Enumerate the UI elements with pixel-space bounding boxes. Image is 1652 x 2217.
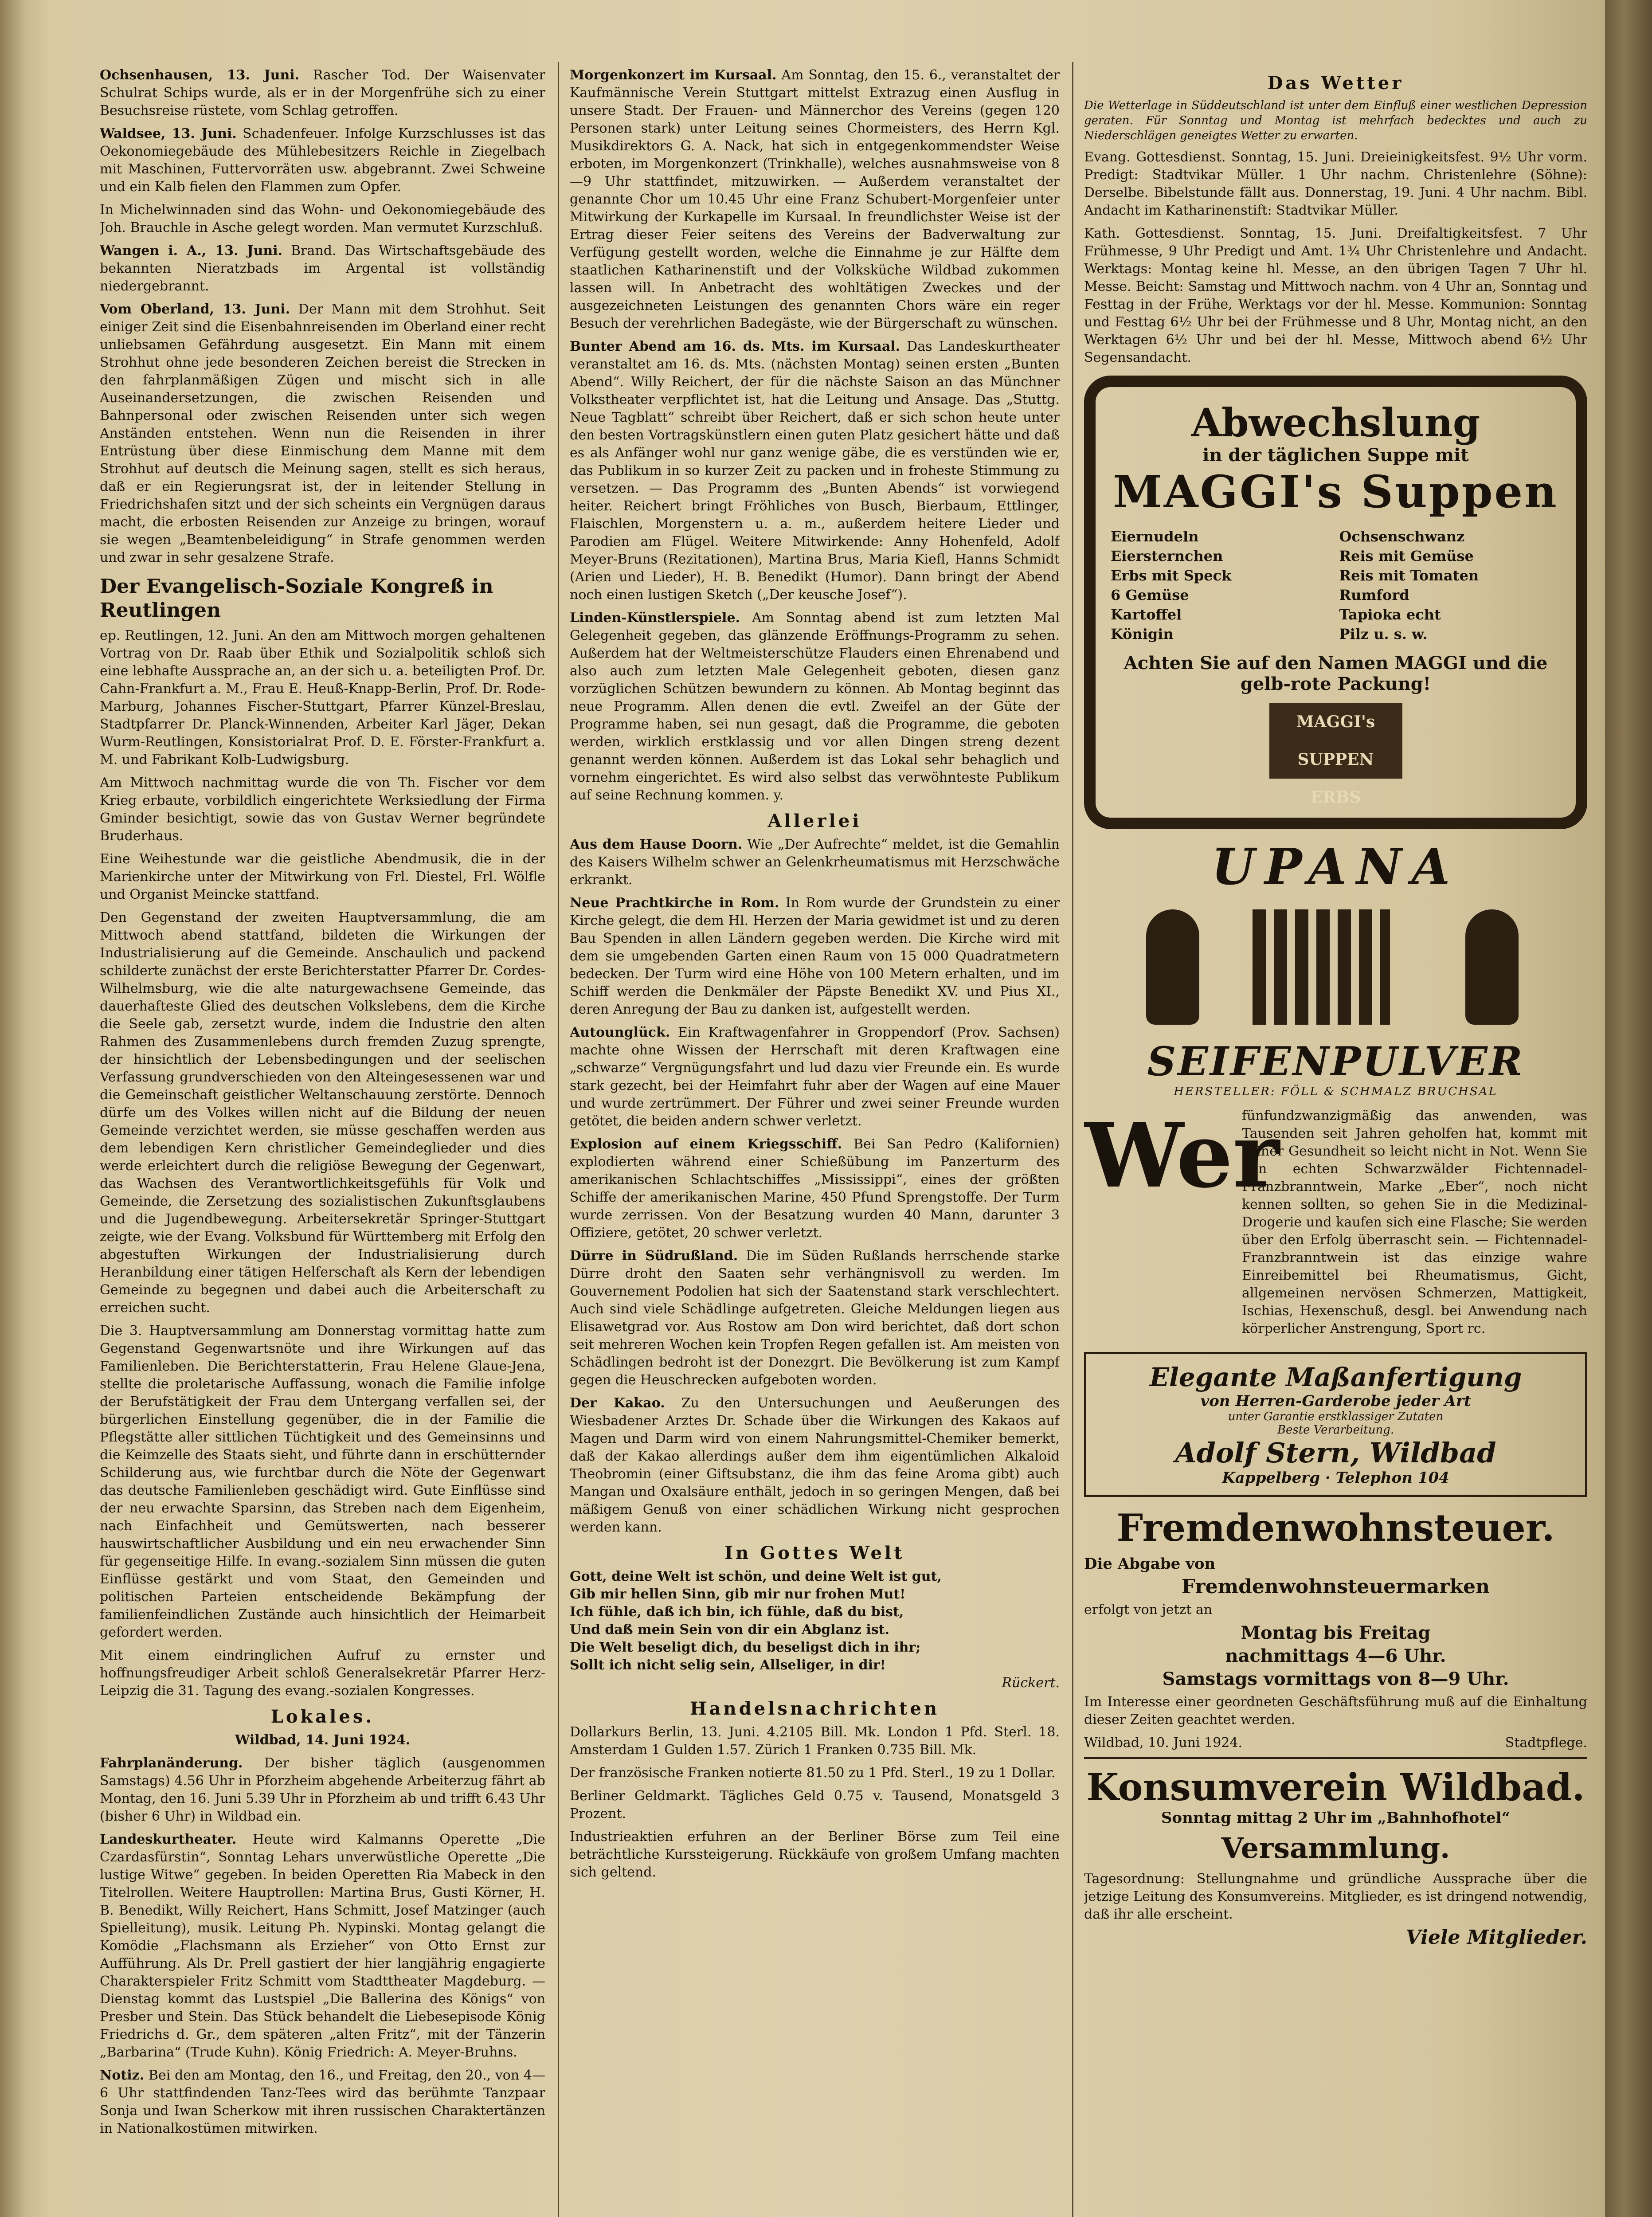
article-text: Bei den am Montag, den 16., und Freitag, den 20., von 4—6 Uhr stattfindenden Tanz-Tees wird das berühmte Tanzpaar Sonja und Iwan Scherkow mit ihren russischen Charaktertänzen in Nationalkostümen mitwirken.: [100, 2068, 545, 2136]
book-binding: [1605, 0, 1652, 2217]
poem-line: Und daß mein Sein von dir ein Abglanz ist.: [570, 1622, 889, 1637]
article-paragraph: [100, 627, 545, 769]
stern-address: Kappelberg · Telephon 104: [1222, 1469, 1449, 1487]
article-text: ep. Reutlingen, 12. Juni. An den am Mittwoch morgen gehaltenen Vortrag von Dr. Raab über Ethik und Sozialpolitik schloß sich eine lebhafte Aussprache an, an der sich u. a. beteiligten Prof. Dr. Cahn-Frankfurt a. M., Frau E. Heuß-Knapp-Berlin, Prof. Dr. Rode-Marburg, Johannes Fischer-Stuttgart, Pfarrer Künzel-Breslau, Stadtpfarrer Dr. Planck-Winnenden, Arbeiter Karl Jäger, Dekan Wurm-Reutlingen, Konsistorialrat Prof. D. E. Förster-Frankfurt a. M. und Fabrikant Kolb-Ludwigsburg.: [100, 628, 545, 768]
stern-title: Elegante Maßanfertigung: [1149, 1362, 1522, 1392]
steuer-l5: nachmittags 4—6 Uhr.: [1225, 1645, 1446, 1666]
maggi-soup-item: Pilz u. s. w.: [1339, 626, 1428, 642]
article-paragraph: [100, 1831, 545, 2061]
weather-title: Das Wetter: [1267, 73, 1404, 94]
steuer-l3: erfolgt von jetzt an: [1084, 1602, 1213, 1618]
stern-quality: Beste Verarbeitung.: [1277, 1423, 1394, 1437]
poem-line: Gott, deine Welt ist schön, und deine Welt ist gut,: [570, 1569, 942, 1584]
article-heading: Neue Prachtkirche in Rom.: [570, 895, 779, 911]
maggi-soup-item: Rumford: [1339, 587, 1409, 603]
upana-product: SEIFENPULVER: [1147, 1038, 1524, 1085]
article-heading: Bunter Abend am 16. ds. Mts. im Kursaal.: [570, 339, 900, 354]
wer-initial: Wer: [1084, 1104, 1280, 1208]
article-paragraph: [100, 850, 545, 904]
column-right: [1084, 67, 1587, 2217]
konsum-l3: Tagesordnung: Stellungnahme und gründliche Aussprache über die jetzige Leitung des Konsumvereins. Mitglieder, es ist dringend notwendig, daß ihr alle erscheint.: [1084, 1871, 1587, 1922]
article-heading: Linden-Künstlerspiele.: [570, 610, 740, 626]
article-paragraph: [570, 1828, 1060, 1881]
maggi-soup-item: 6 Gemüse: [1111, 587, 1189, 603]
article-text: Bei San Pedro (Kalifornien) explodierten während einer Schießübung im Panzerturm des amerikanischen Schlachtschiffes „Mississippi“, eines der größten Schiffe der amerikanischen Marine, 450 Pfund Sprengstoffe. Der Turm wurde zerrissen. Von der Besatzung wurden 40 Mann, darunter 3 Offiziere, getötet, 20 schwer verletzt.: [570, 1136, 1060, 1241]
article-heading: Wangen i. A., 13. Juni.: [100, 243, 283, 259]
article-text: Die 3. Hauptversammlung am Donnerstag vormittag hatte zum Gegenstand Gegenwartsnöte und ihre Wirkungen auf das Familienleben. Die Berichterstatterin, Frau Helene Glaue-Jena, stellte die proletarische Auffassung, wonach die Familie infolge der Berufstätigkeit der Frau dem Untergang verfallen sei, der bürgerlichen Einstellung gegenüber, die in der Familie die Pflegstätte aller sittlichen Tüchtigkeit und des Gemeinsinns und die Keimzelle des Staats sieht, und führte dann in erschütternder Schilderung aus, wie furchtbar durch die Nöte der Gegenwart das deutsche Familienleben geschädigt wird. Gute Einflüsse sind der neu erwachte Sparsinn, das Streben nach dem Eigenheim, nach Einfachheit und Gemütswerten, nach besserer hauswirtschaftlicher Ausbildung und ein neu erwachender Sinn für gegenseitige Hilfe. In evang.-sozialem Sinn müssen die guten Einflüsse gestärkt und vom Staat, den Gemeinden und politischen Parteien entscheidende Bekämpfung der familienfeindlichen Zustände auch hinsichtlich der Heimarbeit gefordert werden.: [100, 1323, 545, 1640]
section-heading: Allerlei: [767, 811, 862, 831]
figure-left-image: [1146, 909, 1199, 1025]
steuer-sign: [1084, 1734, 1587, 1752]
page-left-edge: [0, 0, 27, 2217]
stern-sub: von Herren-Garderobe jeder Art: [1200, 1392, 1471, 1410]
stern-guarantee: unter Garantie erstklassiger Zutaten: [1228, 1410, 1444, 1423]
konsumverein-notice: [1084, 1757, 1587, 1947]
article-text: Heute wird Kalmanns Operette „Die Czardasfürstin“, Sonntag Lehars unverwüstliche Operette „Die lustige Witwe“ gegeben. In beiden Operetten Ria Mabeck in den Titelrollen. Weitere Hauptrollen: Martina Brus, Gusti Körner, H. B. Benedikt, Willy Reichert, Hans Schmitt, Josef Matzinger (auch Spielleitung), musik. Leitung Ph. Nypinski. Montag gelangt die Komödie „Flachsmann als Erzieher“ von Otto Ernst zur Aufführung. Als Dr. Prell gastiert der hier langjährig engagierte Charakterspieler Fritz Schmitt vom Stadttheater Magdeburg. — Dienstag kommt das Lustspiel „Die Ballerina des Königs“ von Presber und Stein. Das Stück behandelt die Liebesepisode König Friedrichs d. Gr., dem späteren „alten Fritz“, mit der Tänzerin „Barbarina“ (Trude Kuhn). König Friedrich: A. Meyer-Bruhns.: [100, 1832, 545, 2060]
steuer-l6: Samstags vormittags von 8—9 Uhr.: [1162, 1669, 1509, 1689]
article-text: Zu den Untersuchungen und Aeußerungen des Wiesbadener Arztes Dr. Schade über die Wirkungen des Kakaos auf Magen und Darm wird von einem Nahrungsmittel-Chemiker bemerkt, daß der Kakao allerdings außer dem ihm eigentümlichen Alkaloid Theobromin (einer Giftsubstanz, die ihm das feine Aroma gibt) auch Mangan und Oxalsäure enthält, jedoch in so geringen Mengen, daß bei mäßigem Genuß von einer schädlichen Wirkung nicht gesprochen werden kann.: [570, 1395, 1060, 1535]
article-paragraph: [570, 609, 1060, 804]
article-heading: Waldsee, 13. Juni.: [100, 126, 237, 141]
column-rule: [558, 62, 559, 2217]
article-paragraph: [100, 301, 545, 567]
article-text: Der französische Franken notierte 81.50 zu 1 Pfd. Sterl., 19 zu 1 Dollar.: [570, 1765, 1056, 1781]
article-text: Mit einem eindringlichen Aufruf zu ernster und hoffnungsfreudiger Arbeit schloß Generalsekretär Pfarrer Herz-Leipzig die 31. Tagung des evang.-sozialen Kongresses.: [100, 1648, 545, 1699]
article-paragraph: [100, 2067, 545, 2138]
article-text: In Michelwinnaden sind das Wohn- und Oekonomiegebäude des Joh. Brauchle in Asche gelegt worden. Man vermutet Kurzschluß.: [100, 202, 545, 235]
article-text: Berliner Geldmarkt. Tägliches Geld 0.75 v. Tausend, Monatsgeld 3 Prozent.: [570, 1788, 1060, 1821]
article-paragraph: [570, 67, 1060, 333]
article-heading: Morgenkonzert im Kursaal.: [570, 67, 777, 83]
poem: [570, 1568, 1060, 1674]
maggi-headline: Abwechslung: [1191, 400, 1480, 446]
article-paragraph: [570, 1247, 1060, 1389]
maggi-package-image: [1269, 703, 1402, 807]
article-text: Das Landeskurtheater veranstaltet am 16. ds. Mts. (nächsten Montag) seinen ersten „Bunten Abend“. Willy Reichert, der für die nächste Saison an das Münchner Volkstheater verpflichtet ist, hat die Leitung und Ansage. Das „Stuttg. Neue Tagblatt“ schreibt über Reichert, daß er sich schon heute unter den besten Vortragskünstlern einen guten Platz gesichert hätte und daß es als Anfänger wohl nur ganz wenige gäbe, die es verstünden wie er, das Publikum in so kurzer Zeit zu packen und in froheste Stimmung zu versetzen. — Das Programm des „Bunten Abends“ ist vorwiegend heiter. Reichert bringt Fröhliches von Busch, Bierbaum, Ettlinger, Flaischlen, Morgenstern u. a. m., außerdem heitere Lieder und Parodien am Flügel. Weitere Mitwirkende: Anny Hohenfeld, Adolf Meyer-Bruns (Rezitationen), Martina Brus, Maria Kiefl, Hanns Schmidt (Arien und Lieder), H. B. Benedikt (Humor). Dann bringt der Abend noch einen lustigen Sketch („Der keusche Josef“).: [570, 339, 1060, 603]
upana-illustration: [1084, 901, 1587, 1034]
maggi-subline: in der täglichen Suppe mit: [1202, 445, 1469, 466]
weather-text: Die Wetterlage in Süddeutschland ist unter dem Einfluß einer westlichen Depression geraten. Für Sonntag und Montag ist mehrfach bedecktes und auch zu Niederschlägen geneigtes Wetter zu erwarten.: [1084, 99, 1587, 142]
maggi-advertisement: [1084, 376, 1587, 829]
steuer-date: Wildbad, 10. Juni 1924.: [1084, 1735, 1242, 1751]
evang-gottesdienst: Evang. Gottesdienst. Sonntag, 15. Juni. Dreieinigkeitsfest. 9½ Uhr vorm. Predigt: Stadtvikar Müller. 1 Uhr nachm. Christenlehre (Söhne): Derselbe. Bibelstunde fällt aus. Donnerstag, 19. Juni. 4 Uhr nachm. Bibl. Andacht im Katharinenstift: Stadtvikar Müller.: [1084, 149, 1587, 218]
article-text: Am Sonntag, den 15. 6., veranstaltet der Kaufmännische Verein Stuttgart mittelst Extrazug einen Ausflug in unsere Stadt. Der Frauen- und Männerchor des Vereins (gegen 120 Personen stark) unter Leitung seines Chormeisters, des Herrn Kgl. Musikdirektors G. A. Nack, hat sich in entgegenkommendster Weise erboten, im Morgenkonzert (Trinkhalle), welches ausnahmsweise von 8—9 Uhr stattfindet, mitzuwirken. — Außerdem veranstaltet der genannte Chor um 10.45 Uhr eine Franz Schubert-Morgenfeier unter Mitwirkung der Kurkapelle im Kursaal. In freundlichster Weise ist der Ertrag dieser Feier seitens des Vereins der Badverwaltung zur Verfügung gestellt worden, welche die Einnahme je zur Hälfte dem staatlichen Katharinenstift und der Volksküche Wildbad zukommen lassen will. In Anbetracht des wohltätigen Zweckes und der ausgezeichneten Leistungen des genannten Chors wäre ein reger Besuch der verehrlichen Badegäste, wie der Bürgerschaft zu wünschen.: [570, 67, 1060, 331]
article-text: Brand. Das Wirtschaftsgebäude des bekannten Nieratzbads im Argental ist vollständig niedergebrannt.: [100, 243, 545, 294]
article-paragraph: [100, 242, 545, 295]
article-text: Industrieaktien erfuhren an der Berliner Börse zum Teil eine beträchtliche Kurssteigerung. Rückkäufe von großem Umfang machten sich geltend.: [570, 1829, 1060, 1880]
article-paragraph: [100, 774, 545, 845]
article-paragraph: [100, 1322, 545, 1641]
steuer-l1: Die Abgabe von: [1084, 1555, 1216, 1573]
article-paragraph: [570, 894, 1060, 1018]
upana-advertisement: [1084, 838, 1587, 1098]
fremdenwohnsteuer-notice: [1084, 1506, 1587, 1752]
article-heading: Explosion auf einem Kriegsschiff.: [570, 1136, 842, 1152]
maggi-package-top: MAGGI's SUPPEN: [1296, 713, 1375, 769]
poem-author: Rückert.: [1002, 1675, 1060, 1691]
steuer-l2: Fremdenwohnsteuermarken: [1181, 1575, 1490, 1598]
maggi-package-bottom: ERBS: [1310, 788, 1361, 807]
article-paragraph: [100, 909, 545, 1317]
konsum-closing: Viele Mitglieder.: [1405, 1926, 1587, 1949]
maggi-brand: MAGGI's Suppen: [1113, 466, 1558, 518]
article-paragraph: [570, 1136, 1060, 1242]
article-paragraph: [100, 1647, 545, 1700]
column-rule: [1072, 62, 1073, 2217]
column-middle: [570, 67, 1060, 2217]
article-text: Schadenfeuer. Infolge Kurzschlusses ist das Oekonomiegebäude des Mühlebesitzers Reichle in Ziegelbach mit Maschinen, Futtervorräten usw. abgebrannt. Zwei Schweine und ein Kalb fielen den Flammen zum Opfer.: [100, 126, 545, 195]
article-heading: Autounglück.: [570, 1025, 670, 1040]
poem-line: Die Welt beseligt dich, du beseligst dich in ihr;: [570, 1640, 921, 1655]
article-heading: Der Kakao.: [570, 1395, 665, 1411]
article-text: Der Mann mit dem Strohhut. Seit einiger Zeit sind die Eisenbahnreisenden im Oberland einer recht unliebsamen Gefährdung ausgesetzt. Ein Mann mit einem Strohhut ohne jede besonderen Zeichen bereist die Strecken in den fahrplanmäßigen Zügen und mischt sich in alle Auseinandersetzungen, die zwischen Reisenden und Bahnpersonal oder zwischen Reisenden unter sich wegen Anständen entstehen. Wenn nun die Reisenden in ihrer Entrüstung über diese Einmischung dem Manne mit dem Strohhut auf deutsch die Meinung sagen, stellt es sich heraus, daß er ein Regierungsrat ist, der in leitender Stellung in Friedrichshafen sitzt und der sich scheints ein Vergnügen daraus macht, die erbosten Reisenden zur Anzeige zu bringen, worauf sie wegen „Beamtenbeleidigung“ in Strafe genommen werden und zwar in sehr gesalzene Strafe.: [100, 302, 545, 565]
kath-gottesdienst: Kath. Gottesdienst. Sonntag, 15. Juni. Dreifaltigkeitsfest. 7 Uhr Frühmesse, 9 Uhr Predigt und Amt. 1¾ Uhr Christenlehre und Andacht. Werktags: Montag keine hl. Messe, an den übrigen Tagen 7 Uhr hl. Messe. Beicht: Samstag und Mittwoch nachm. von 4 Uhr an, Sonntag und Festtag in der Frühe, Werktags vor der hl. Messe. Kommunion: Sonntag und Festtag 6½ Uhr bei der Frühmesse und 8 Uhr, Montag nicht, an den Werktagen 6½ Uhr und bei der hl. Messe, Mittwoch abend 6½ Uhr Segensandacht.: [1084, 226, 1587, 365]
article-text: Dollarkurs Berlin, 13. Juni. 4.2105 Bill. Mk. London 1 Pfd. Sterl. 18. Amsterdam 1 Gulden 1.57. Zürich 1 Franken 0.735 Bill. Mk.: [570, 1724, 1060, 1758]
upana-maker: HERSTELLER: FÖLL & SCHMALZ BRUCHSAL: [1174, 1085, 1498, 1098]
article-text: Der bisher täglich (ausgenommen Samstags) 4.56 Uhr in Pforzheim abgehende Arbeiterzug fährt ab Montag, den 16. Juni 5.39 Uhr in Pforzheim ab und trifft 6.43 Uhr (bisher 6 Uhr) in Wildbad ein.: [100, 1755, 545, 1824]
section-heading: In Gottes Welt: [724, 1543, 905, 1563]
article-heading: Fahrplanänderung.: [100, 1755, 243, 1771]
article-text: Den Gegenstand der zweiten Hauptversammlung, die am Mittwoch abend stattfand, bildeten die Wirkungen der Industrialisierung auf die Gemeinde. Anschaulich und packend schilderte zunächst der erste Berichterstatter Pfarrer Dr. Cordes-Wilhelmsburg, wie die alte naturgewachsene Gemeinde, das dauerhafteste Glied des deutschen Volkslebens, dem die Kirche die Seele gab, zersetzt wurde, indem die Industrie den alten Rahmen des Zusammenlebens durch fremden Zuzug sprengte, der hinsichtlich der Lebensbedingungen und der seelischen Verfassung grundverschieden von den Alteingesessenen war und die Gemeinschaft geistlicher Weltanschauung zerstörte. Dennoch dürfe um des Volkes willen nicht auf die Bildung der neuen Gemeinde verzichtet werden, sie müsse geschaffen werden aus dem lebendigen Kern christlicher Gemeindeglieder und dies werde erleichtert durch die religiöse Bewegung der Gegenwart, das Wachsen des Verantwortlichkeitsgefühls für Volk und Gemeinde, die Zersetzung des sozialistischen Zukunftsglaubens und die Jugendbewegung. Arbeitersekretär Springer-Stuttgart zeigte, wie der Evang. Volksbund für Württemberg mit Erfolg den abgestuften Wirkungen der Industrialisierung durch Heranbildung einer tätigen Helferschaft als Kern der lebendigen Gemeinde zu begegnen und dabei auch die Arbeiterschaft zu erreichen sucht.: [100, 910, 545, 1316]
maggi-soup-item: Erbs mit Speck: [1111, 567, 1232, 584]
article-paragraph: [570, 1723, 1060, 1759]
article-paragraph: [100, 1755, 545, 1825]
section-heading: Handelsnachrichten: [689, 1698, 940, 1719]
article-heading: Vom Oberland, 13. Juni.: [100, 302, 290, 317]
maggi-soup-item: Eiersternchen: [1111, 548, 1223, 564]
article-text: Ein Kraftwagenfahrer in Groppendorf (Prov. Sachsen) machte ohne Wissen der Herrschaft mit deren Kraftwagen eine „schwarze“ Vergnügungsfahrt und lud dazu vier Freunde ein. Es wurde stark gezecht, bei der Heimfahrt fuhr aber der Wagen auf eine Mauer und wurde zertrümmert. Der Führer und zwei seiner Freunde wurden getötet, die beiden andern schwer verletzt.: [570, 1025, 1060, 1129]
franzbranntwein-advertisement: [1084, 1104, 1587, 1343]
article-paragraph: [570, 1764, 1060, 1782]
stern-advertisement: [1084, 1352, 1587, 1497]
article-text: Eine Weihestunde war die geistliche Abendmusik, die in der Marienkirche unter der Mitwirkung von Frl. Diestel, Frl. Wölfle und Organist Meincke stattfand.: [100, 851, 545, 902]
maggi-soup-item: Reis mit Gemüse: [1339, 548, 1474, 564]
crate-image: [1253, 909, 1390, 1025]
maggi-soup-item: Kartoffel: [1111, 606, 1182, 623]
article-paragraph: [570, 338, 1060, 604]
konsum-l1: Sonntag mittag 2 Uhr im „Bahnhofhotel“: [1161, 1809, 1511, 1827]
figure-right-image: [1465, 909, 1519, 1025]
upana-title: UPANA: [1211, 838, 1460, 896]
article-paragraph: [570, 1024, 1060, 1130]
article-paragraph: [100, 125, 545, 196]
maggi-note: Achten Sie auf den Namen MAGGI und die gelb-rote Packung!: [1124, 653, 1548, 694]
maggi-soup-list: [1111, 527, 1561, 644]
konsum-title: Konsumverein Wildbad.: [1086, 1765, 1585, 1809]
article-text: Rascher Tod. Der Waisenvater Schulrat Schips wurde, als er in der Morgenfrühe sich zu einer Besuchsreise rüstete, vom Schlag getroffen.: [100, 67, 545, 118]
article-heading: Notiz.: [100, 2068, 145, 2083]
konsum-l2: Versammlung.: [1221, 1832, 1450, 1865]
article-text: In Rom wurde der Grundstein zu einer Kirche gelegt, die dem Hl. Herzen der Maria gewidmet ist und zu deren Bau Spenden in allen Ländern gegeben werden. Die Kirche wird mit dem sie umgebenden Garten einen Raum von 15 000 Quadratmetern bedecken. Der Turm wird eine Höhe von 100 Metern erhalten, und im Schiff werden die Denkmäler der Päpste Benedikt XV. und Pius XI., deren Anregung der Bau zu danken ist, aufgestellt werden.: [570, 895, 1060, 1017]
article-paragraph: [100, 67, 545, 120]
article-heading: Aus dem Hause Doorn.: [570, 837, 743, 852]
maggi-soup-item: Ochsenschwanz: [1339, 528, 1465, 545]
article-heading: Dürre in Südrußland.: [570, 1248, 738, 1264]
section-heading: Lokales.: [270, 1706, 375, 1727]
article-heading: Ochsenhausen, 13. Juni.: [100, 67, 300, 83]
maggi-soup-item: Königin: [1111, 626, 1174, 642]
maggi-soup-item: Tapioka echt: [1339, 606, 1441, 623]
poem-line: Ich fühle, daß ich bin, ich fühle, daß du bist,: [570, 1604, 904, 1620]
steuer-signer: Stadtpflege.: [1505, 1735, 1587, 1751]
article-text: Wie „Der Aufrechte“ meldet, ist die Gemahlin des Kaisers Wilhelm schwer an Gelenkrheumatismus mit Herzschwäche erkrankt.: [570, 837, 1060, 888]
steuer-l4: Montag bis Freitag: [1241, 1622, 1431, 1643]
article-paragraph: [570, 1787, 1060, 1823]
article-text: Am Mittwoch nachmittag wurde die von Th. Fischer vor dem Krieg erbaute, vorbildlich eingerichtete Werksiedlung der Firma Gminder besichtigt, sowie das von Gustav Werner begründete Bruderhaus.: [100, 775, 545, 844]
maggi-soup-item: Eiernudeln: [1111, 528, 1199, 545]
section-heading: Der Evangelisch-Soziale Kongreß in Reutlingen: [100, 575, 493, 622]
column-left: [100, 67, 545, 2217]
article-paragraph: [570, 836, 1060, 889]
article-text: Die im Süden Rußlands herrschende starke Dürre droht den Saaten sehr verhängnisvoll zu werden. Im Gouvernement Podolien hat sich der Saatenstand stark verschlechtert. Auch sind viele Schädlinge aufgetreten. Gleiche Meldungen liegen aus Elisawetgrad vor. Aus Rostow am Don wird berichtet, daß dort schon seit mehreren Wochen kein Tropfen Regen gefallen ist. Am meisten von Schädlingen bedroht ist der Donezgrt. Die Bevölkerung ist zum Kampf gegen die Heuschrecken aufgeboten worden.: [570, 1248, 1060, 1388]
article-paragraph: [100, 201, 545, 237]
poem-line: Sollt ich nicht selig sein, Allseliger, in dir!: [570, 1657, 886, 1673]
steuer-l7: Im Interesse einer geordneten Geschäftsführung muß auf die Einhaltung dieser Zeiten geachtet werden.: [1084, 1694, 1587, 1727]
steuer-title: Fremdenwohnsteuer.: [1116, 1506, 1555, 1550]
maggi-soup-item: Reis mit Tomaten: [1339, 567, 1479, 584]
article-paragraph: [570, 1394, 1060, 1536]
article-text: Am Sonntag abend ist zum letzten Mal Gelegenheit gegeben, das glänzende Eröffnungs-Programm zu sehen. Außerdem hat der Weltmeisterschütze Flauders einen Ehrenabend und also auch zum letzten Male Gelegenheit geboten, diesen ganz vorzüglichen Schützen bewundern zu können. Ab Montag beginnt das neue Programm. Allen denen die evtl. Zweifel an der Güte der Programme haben, sei nun gesagt, daß die Programme, die geboten werden, wirklich erstklassig und vor allen Dingen streng dezent genannt werden können. Außerdem ist das Lokal sehr behaglich und vornehm eingerichtet. Es wird also selbst das verwöhnteste Publikum auf seine Rechnung kommen. y.: [570, 610, 1060, 803]
article-heading: Landeskurtheater.: [100, 1832, 237, 1847]
poem-line: Gib mir hellen Sinn, gib mir nur frohen Mut!: [570, 1586, 906, 1602]
stern-name: Adolf Stern, Wildbad: [1175, 1437, 1496, 1469]
dateline: Wildbad, 14. Juni 1924.: [235, 1732, 411, 1748]
wer-text: fünfundzwanzigmäßig das anwenden, was Tausenden seit Jahren geholfen hat, kommt mit seiner Gesundheit so leicht nicht in Not. Wenn Sie den echten Schwarzwälder Fichtennadel-Franzbranntwein, Marke „Eber“, noch nicht kennen sollten, so gehen Sie in die Medizinal-Drogerie und kaufen sich eine Flasche; Sie werden über den Erfolg überrascht sein. — Fichtennadel-Franzbranntwein ist das einzige wahre Einreibemittel bei Rheumatismus, Gicht, allgemeinen nervösen Schmerzen, Mattigkeit, Ischias, Hexenschuß, desgl. bei Anwendung nach körperlicher Anstrengung, Sport rc.: [1242, 1108, 1587, 1336]
